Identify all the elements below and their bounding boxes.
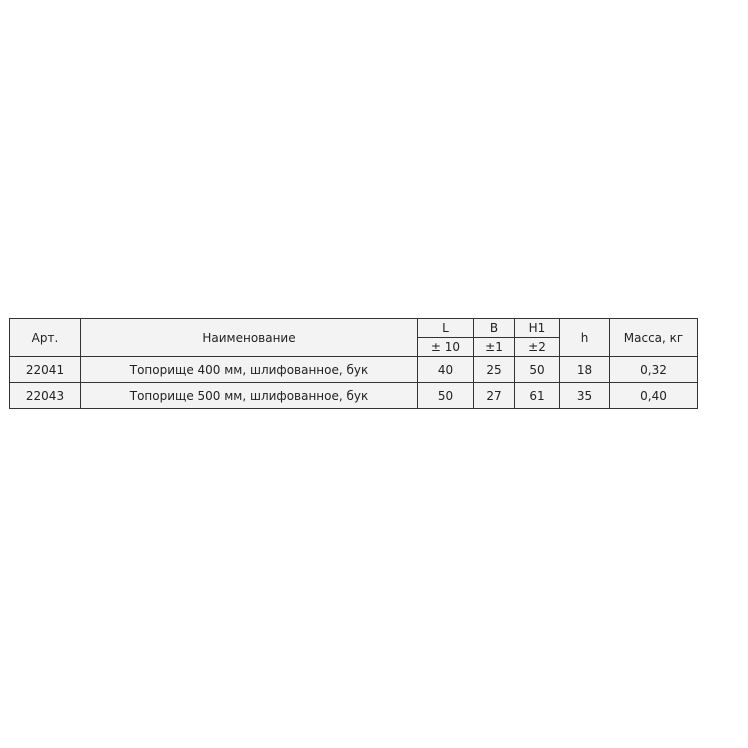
header-h: h	[560, 319, 610, 357]
header-mass: Масса, кг	[610, 319, 698, 357]
header-l: L	[418, 319, 474, 338]
cell-art: 22043	[10, 383, 81, 409]
cell-mass: 0,40	[610, 383, 698, 409]
header-h1: H1	[515, 319, 560, 338]
header-l-tolerance: ± 10	[418, 338, 474, 357]
cell-h: 18	[560, 357, 610, 383]
cell-art: 22041	[10, 357, 81, 383]
cell-l: 40	[418, 357, 474, 383]
cell-l: 50	[418, 383, 474, 409]
cell-h1: 50	[515, 357, 560, 383]
cell-name: Топорище 500 мм, шлифованное, бук	[81, 383, 418, 409]
cell-mass: 0,32	[610, 357, 698, 383]
table-row	[10, 357, 698, 383]
header-b: B	[474, 319, 515, 338]
cell-b: 27	[474, 383, 515, 409]
header-h1-tolerance: ±2	[515, 338, 560, 357]
cell-b: 25	[474, 357, 515, 383]
cell-name: Топорище 400 мм, шлифованное, бук	[81, 357, 418, 383]
spec-table	[9, 318, 698, 409]
header-name: Наименование	[81, 319, 418, 357]
table-header-row	[10, 319, 698, 338]
cell-h1: 61	[515, 383, 560, 409]
header-art: Арт.	[10, 319, 81, 357]
table-row	[10, 383, 698, 409]
header-b-tolerance: ±1	[474, 338, 515, 357]
cell-h: 35	[560, 383, 610, 409]
